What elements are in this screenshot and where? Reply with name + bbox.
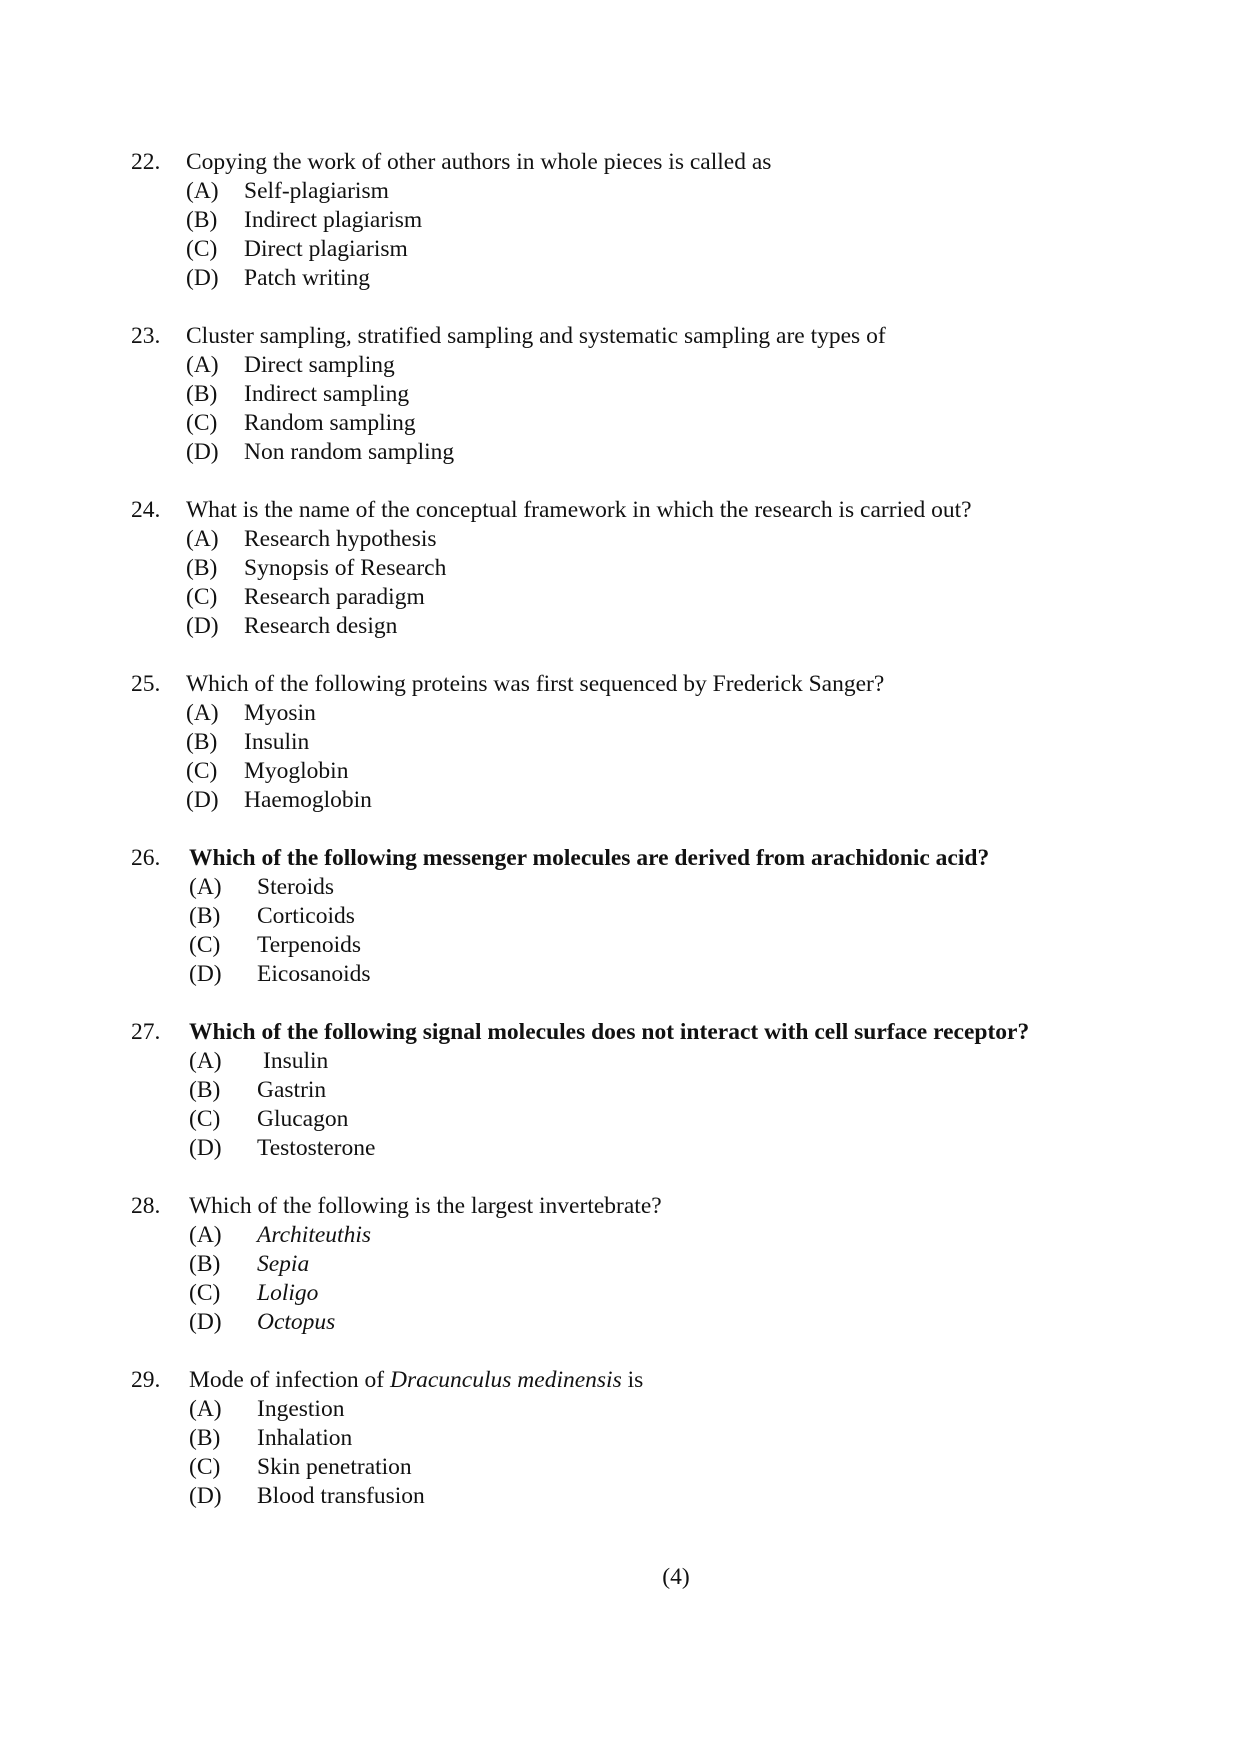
option-a	[131, 873, 1131, 902]
option-label: (C)	[186, 236, 218, 262]
option-c	[131, 757, 1131, 786]
option-label: (D)	[189, 961, 222, 987]
option-label: (A)	[186, 352, 219, 378]
page-number: (4)	[662, 1564, 690, 1590]
question-stem	[131, 148, 1131, 177]
option-text: Testosterone	[257, 1135, 376, 1161]
option-text: Patch writing	[244, 265, 370, 291]
option-label: (C)	[189, 932, 221, 958]
option-label: (D)	[186, 613, 219, 639]
option-text: Myosin	[244, 700, 316, 726]
question-stem	[131, 322, 1131, 351]
option-text: Skin penetration	[257, 1454, 412, 1480]
option-label: (B)	[186, 555, 218, 581]
option-label: (B)	[186, 729, 218, 755]
option-a	[131, 351, 1131, 380]
option-text: Indirect plagiarism	[244, 207, 423, 233]
option-label: (A)	[189, 1222, 222, 1248]
option-d	[131, 438, 1131, 467]
options-list	[131, 1395, 1131, 1511]
option-label: (B)	[189, 1425, 221, 1451]
option-b	[131, 206, 1131, 235]
option-a	[131, 1047, 1131, 1076]
option-b	[131, 728, 1131, 757]
question-text: Which of the following signal molecules does not interact with cell surface receptor?	[189, 1019, 1030, 1045]
question-28	[131, 1192, 1131, 1337]
question-text: Cluster sampling, stratified sampling and systematic sampling are types of	[186, 323, 886, 349]
option-a	[131, 1221, 1131, 1250]
option-b	[131, 902, 1131, 931]
option-d	[131, 1134, 1131, 1163]
option-label: (C)	[186, 410, 218, 436]
question-text: What is the name of the conceptual framework in which the research is carried out?	[186, 497, 972, 523]
option-text: Direct sampling	[244, 352, 395, 378]
options-list	[131, 1047, 1131, 1163]
question-number: 27.	[131, 1019, 161, 1045]
option-label: (D)	[189, 1135, 222, 1161]
option-text: Blood transfusion	[257, 1483, 425, 1509]
option-label: (C)	[189, 1280, 221, 1306]
option-a	[131, 525, 1131, 554]
question-23	[131, 322, 1131, 467]
option-c	[131, 1453, 1131, 1482]
option-text: Insulin	[244, 729, 310, 755]
option-text: Non random sampling	[244, 439, 455, 465]
question-number: 28.	[131, 1193, 161, 1219]
options-list	[131, 351, 1131, 467]
option-d	[131, 960, 1131, 989]
question-number: 22.	[131, 149, 161, 175]
option-b	[131, 554, 1131, 583]
option-text: Self-plagiarism	[244, 178, 389, 204]
option-c	[131, 1279, 1131, 1308]
option-c	[131, 235, 1131, 264]
question-22	[131, 148, 1131, 293]
option-d	[131, 1482, 1131, 1511]
option-c	[131, 409, 1131, 438]
question-stem	[131, 1018, 1131, 1047]
question-stem	[131, 844, 1131, 873]
question-stem	[131, 670, 1131, 699]
question-25	[131, 670, 1131, 815]
option-text: Myoglobin	[244, 758, 349, 784]
option-label: (C)	[189, 1454, 221, 1480]
species-name: Dracunculus medinensis	[390, 1367, 622, 1393]
option-label: (D)	[186, 265, 219, 291]
question-26	[131, 844, 1131, 989]
question-number: 29.	[131, 1367, 161, 1393]
option-label: (A)	[189, 1396, 222, 1422]
option-label: (D)	[186, 439, 219, 465]
option-text: Direct plagiarism	[244, 236, 408, 262]
option-text: Terpenoids	[257, 932, 362, 958]
question-number: 25.	[131, 671, 161, 697]
option-text: Ingestion	[257, 1396, 345, 1422]
option-label: (A)	[189, 1048, 222, 1074]
option-text: Architeuthis	[257, 1222, 372, 1248]
option-text: Research hypothesis	[244, 526, 437, 552]
option-text: Sepia	[257, 1251, 310, 1277]
question-text: Which of the following proteins was first sequenced by Frederick Sanger?	[186, 671, 885, 697]
option-b	[131, 1076, 1131, 1105]
option-label: (A)	[186, 700, 219, 726]
option-c	[131, 583, 1131, 612]
option-d	[131, 612, 1131, 641]
option-text: Indirect sampling	[244, 381, 410, 407]
option-a	[131, 1395, 1131, 1424]
question-text: Which of the following messenger molecules are derived from arachidonic acid?	[189, 845, 990, 871]
option-text: Random sampling	[244, 410, 416, 436]
option-label: (B)	[186, 207, 218, 233]
option-label: (B)	[189, 903, 221, 929]
question-stem	[131, 496, 1131, 525]
option-text: Glucagon	[257, 1106, 349, 1132]
option-label: (D)	[189, 1309, 222, 1335]
option-c	[131, 931, 1131, 960]
option-label: (D)	[189, 1483, 222, 1509]
question-number: 23.	[131, 323, 161, 349]
option-label: (C)	[186, 584, 218, 610]
option-text: Haemoglobin	[244, 787, 372, 813]
option-text: Research paradigm	[244, 584, 425, 610]
option-text: Eicosanoids	[257, 961, 371, 987]
option-label: (D)	[186, 787, 219, 813]
option-text: Insulin	[263, 1048, 329, 1074]
question-24	[131, 496, 1131, 641]
option-label: (A)	[189, 874, 222, 900]
option-text: Gastrin	[257, 1077, 327, 1103]
options-list	[131, 525, 1131, 641]
options-list	[131, 1221, 1131, 1337]
question-stem	[131, 1366, 1131, 1395]
option-d	[131, 1308, 1131, 1337]
option-text: Corticoids	[257, 903, 355, 929]
options-list	[131, 699, 1131, 815]
option-label: (A)	[186, 178, 219, 204]
option-text: Research design	[244, 613, 398, 639]
question-29	[131, 1366, 1131, 1511]
question-text-prefix: Mode of infection of	[189, 1367, 391, 1393]
option-d	[131, 786, 1131, 815]
option-label: (A)	[186, 526, 219, 552]
question-27	[131, 1018, 1131, 1163]
option-text: Inhalation	[257, 1425, 353, 1451]
option-a	[131, 177, 1131, 206]
option-text: Steroids	[257, 874, 335, 900]
option-c	[131, 1105, 1131, 1134]
question-number: 26.	[131, 845, 161, 871]
option-text: Synopsis of Research	[244, 555, 447, 581]
option-text: Octopus	[257, 1309, 336, 1335]
options-list	[131, 177, 1131, 293]
question-number: 24.	[131, 497, 161, 523]
option-d	[131, 264, 1131, 293]
option-b	[131, 380, 1131, 409]
option-label: (B)	[189, 1077, 221, 1103]
question-text: Copying the work of other authors in whole pieces is called as	[186, 149, 772, 175]
option-label: (B)	[186, 381, 218, 407]
question-text-suffix: is	[621, 1367, 644, 1393]
option-text: Loligo	[257, 1280, 319, 1306]
option-b	[131, 1250, 1131, 1279]
option-label: (B)	[189, 1251, 221, 1277]
option-label: (C)	[189, 1106, 221, 1132]
option-label: (C)	[186, 758, 218, 784]
option-b	[131, 1424, 1131, 1453]
question-stem	[131, 1192, 1131, 1221]
option-a	[131, 699, 1131, 728]
question-text	[189, 1366, 1131, 1395]
question-text: Which of the following is the largest invertebrate?	[189, 1193, 662, 1219]
options-list	[131, 873, 1131, 989]
